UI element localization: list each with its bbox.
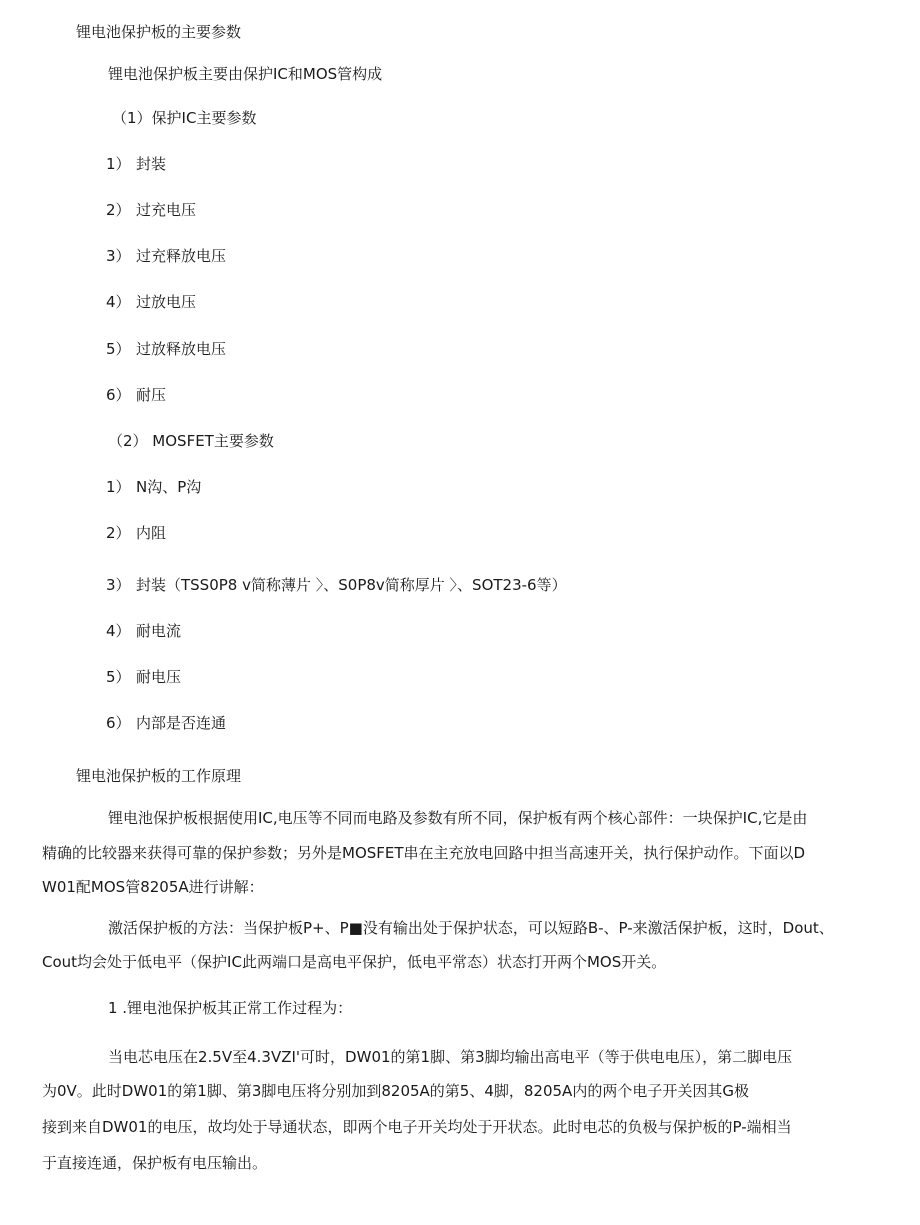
section1-title: 1 .锂电池保护板其正常工作过程为： bbox=[108, 999, 353, 1017]
item-text: 耐电流 bbox=[136, 622, 182, 640]
item-text: 耐压 bbox=[136, 386, 167, 404]
mos-item-5 bbox=[106, 667, 181, 687]
ic-item-3 bbox=[106, 246, 226, 266]
ic-section-title: （1）保护IC主要参数 bbox=[112, 109, 257, 127]
item-text: N沟、P沟 bbox=[136, 478, 202, 496]
intro-text: 锂电池保护板主要由保护IC和MOS管构成 bbox=[108, 65, 383, 83]
item-number: 1） bbox=[106, 155, 131, 173]
item-number: 6） bbox=[106, 386, 131, 404]
item-number: 2） bbox=[106, 524, 131, 542]
item-number: 3） bbox=[106, 247, 131, 265]
ic-item-5 bbox=[106, 339, 226, 359]
para1-line-2: 精确的比较器来获得可靠的保护参数；另外是MOSFET串在主充放电回路中担当高速开关，执行保护动作。下面以D bbox=[42, 844, 806, 862]
item-text: 内阻 bbox=[136, 524, 167, 542]
heading-main-parameters: 锂电池保护板的主要参数 bbox=[76, 23, 242, 41]
mos-item-3 bbox=[106, 575, 567, 595]
item-number: 4） bbox=[106, 293, 131, 311]
mos-section-title: （2） MOSFET主要参数 bbox=[108, 432, 274, 450]
mos-item-2 bbox=[106, 523, 166, 543]
item-number: 5） bbox=[106, 340, 131, 358]
item-text: 封装（TSS0P8 v简称薄片 〉、S0P8v简称厚片 〉、SOT23-6等） bbox=[136, 576, 567, 594]
para1-line-3: W01配MOS管8205A进行讲解： bbox=[42, 878, 264, 896]
ic-item-1 bbox=[106, 154, 166, 174]
item-number: 1） bbox=[106, 478, 131, 496]
item-text: 过放电压 bbox=[136, 293, 197, 311]
item-number: 5） bbox=[106, 668, 131, 686]
item-number: 2） bbox=[106, 201, 131, 219]
ic-item-4 bbox=[106, 292, 196, 312]
para3-line-3: 接到来自DW01的电压，故均处于导通状态，即两个电子开关均处于开状态。此时电芯的负极与保护板的P-端相当 bbox=[42, 1118, 792, 1136]
item-text: 耐电压 bbox=[136, 668, 182, 686]
item-text: 过充电压 bbox=[136, 201, 197, 219]
mos-item-4 bbox=[106, 621, 181, 641]
para3-line-4: 于直接连通，保护板有电压输出。 bbox=[42, 1154, 268, 1172]
item-number: 3） bbox=[106, 576, 131, 594]
para2-line-2: Cout均会处于低电平（保护IC此两端口是高电平保护，低电平常态）状态打开两个MOS开关。 bbox=[42, 953, 667, 971]
mos-item-1 bbox=[106, 477, 201, 497]
item-text: 过放释放电压 bbox=[136, 340, 227, 358]
heading-working-principle: 锂电池保护板的工作原理 bbox=[76, 767, 242, 785]
item-text: 过充释放电压 bbox=[136, 247, 227, 265]
para2-line-1: 激活保护板的方法：当保护板P+、P■没有输出处于保护状态，可以短路B-、P-来激活保护板，这时，Dout、 bbox=[108, 919, 834, 937]
item-number: 4） bbox=[106, 622, 131, 640]
para1-line-1: 锂电池保护板根据使用IC,电压等不同而电路及参数有所不同，保护板有两个核心部件：一块保护IC,它是由 bbox=[108, 809, 808, 827]
item-text: 内部是否连通 bbox=[136, 714, 227, 732]
para3-line-1: 当电芯电压在2.5V至4.3VZI'可时，DW01的第1脚、第3脚均输出高电平（等于供电电压），第二脚电压 bbox=[108, 1048, 793, 1066]
para3-line-2: 为0V。此时DW01的第1脚、第3脚电压将分别加到8205A的第5、4脚，8205A内的两个电子开关因其G极 bbox=[42, 1082, 749, 1100]
mos-item-6 bbox=[106, 713, 226, 733]
item-number: 6） bbox=[106, 714, 131, 732]
ic-item-2 bbox=[106, 200, 196, 220]
ic-item-6 bbox=[106, 385, 166, 405]
item-text: 封装 bbox=[136, 155, 167, 173]
